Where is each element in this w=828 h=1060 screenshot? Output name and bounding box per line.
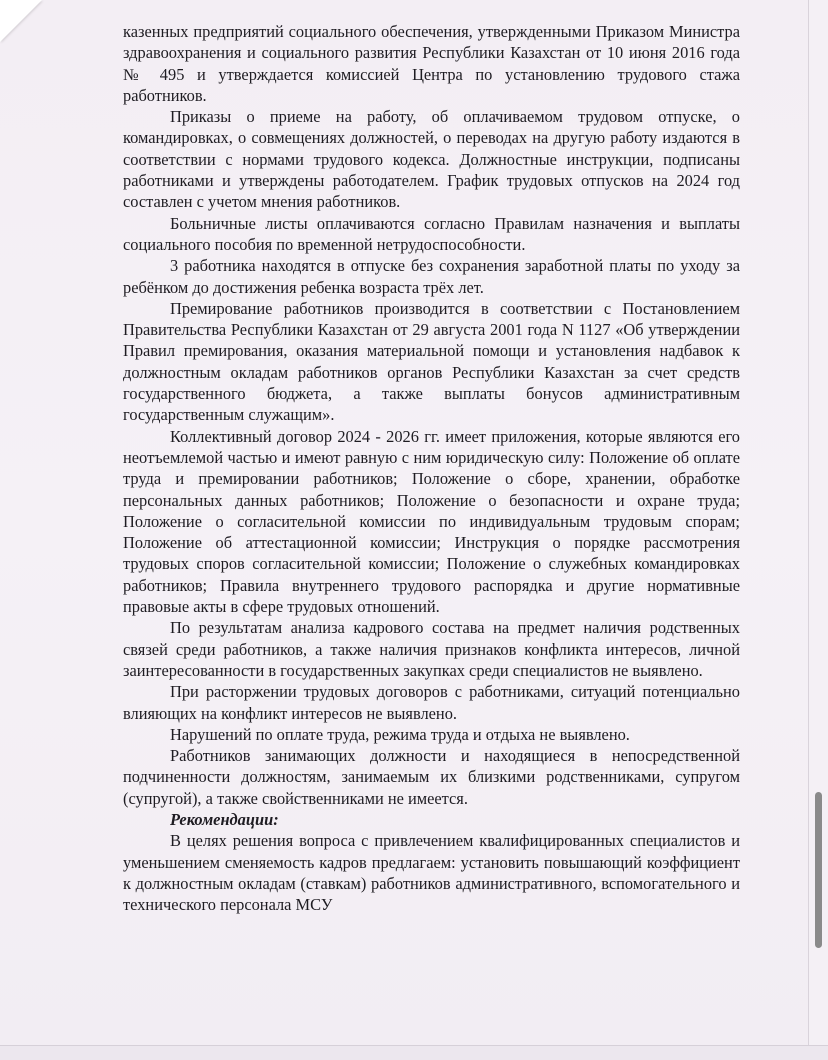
page-corner-fold xyxy=(0,0,42,42)
vertical-scrollbar[interactable] xyxy=(815,792,822,948)
paragraph-relatives: Работников занимающих должности и находящиеся в непосредственной подчиненности должностям, занимаемым их близкими родственниками, супругом (супругой), а также свойственниками не имеется. xyxy=(123,746,740,808)
paragraph-pay-violations: Нарушений по оплате труда, режима труда и отдыха не выявлено. xyxy=(170,724,630,744)
paragraph-unpaid-leave: 3 работника находятся в отпуске без сохранения заработной платы по уходу за ребёнком до достижения ребенка возраста трёх лет. xyxy=(123,256,740,297)
paragraph-orders: Приказы о приеме на работу, об оплачиваемом трудовом отпуске, о командировках, о совмещениях должностей, о переводах на другую работу издаются в соответствии с нормами трудового кодекса. Должностные инструкции, подписаны работниками и утверждены работодателем. График трудовых отпусков на 2024 год составлен с учетом мнения работников. xyxy=(123,107,740,212)
paragraph-funding-continuation: казенных предприятий социального обеспечения, утвержденными Приказом Министра здравоохранения и социального развития Республики Казахстан от 10 июня 2016 года № 495 и утверждается комиссией Центра по установлению трудового стажа работников. xyxy=(123,22,740,105)
document-body xyxy=(123,21,740,915)
paragraph-bonuses: Премирование работников производится в соответствии с Постановлением Правительства Республики Казахстан от 29 августа 2001 года N 1127 «Об утверждении Правил премирования, оказания материальной помощи и установления надбавок к должностным окладам работников органов Республики Казахстан за счет средств государственного бюджета, а также выплаты бонусов административным государственным служащим». xyxy=(123,298,740,425)
paragraph-recommendation: В целях решения вопроса с привлечением квалифицированных специалистов и уменьшением сменяемость кадров предлагаем: установить повышающий коэффициент к должностным окладам (ставкам) работников административного, вспомогательного и технического персонала МСУ xyxy=(123,831,740,915)
paragraph-contract-termination: При расторжении трудовых договоров с работниками, ситуаций потенциально влияющих на конфликт интересов не выявлено. xyxy=(123,682,740,723)
paragraph-collective-agreement: Коллективный договор 2024 - 2026 гг. имеет приложения, которые являются его неотъемлемой частью и имеют равную с ним юридическую силу: Положение об оплате труда и премировании работников; Положение о сборе, хранении, обработке персональных данных работников; Положение о безопасности и охране труда; Положение о согласительной комиссии по индивидуальным трудовым спорам; Положение об аттестационной комиссии; Инструкция о порядке рассмотрения трудовых споров согласительной комиссии; Положение о служебных командировках работников; Правила внутреннего трудового распорядка и другие нормативные правовые акты в сфере трудовых отношений. xyxy=(123,426,740,617)
recommendations-heading: Рекомендации: xyxy=(170,809,279,829)
page-bottom-edge xyxy=(0,1045,828,1060)
paragraph-sick-leave: Больничные листы оплачиваются согласно Правилам назначения и выплаты социального пособия по временной нетрудоспособности. xyxy=(123,213,740,254)
paragraph-staff-analysis: По результатам анализа кадрового состава на предмет наличия родственных связей среди работников, а также наличия признаков конфликта интересов, личной заинтересованности в государственных закупках среди специалистов не выявлено. xyxy=(123,618,740,680)
